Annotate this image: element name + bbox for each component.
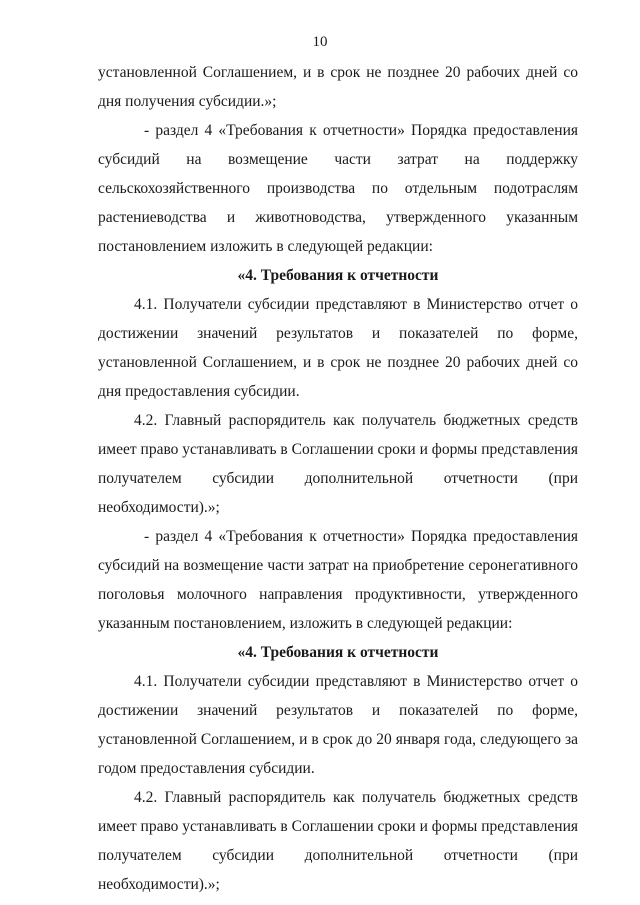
paragraph-4-2-first: 4.2. Главный распорядитель как получатель бюджетных средств имеет право устанавливать в Соглашении сроки и формы представления получателем субсидии дополнительной отчетности (при необходимости).»; <box>98 412 578 516</box>
section-heading-2: «4. Требования к отчетности <box>237 644 439 661</box>
paragraph-4-1-second: 4.1. Получатели субсидии представляют в Министерство отчет о достижении значений результатов и показателей по форме, установленной Соглашением, и в срок до 20 января года, следующего за годом предоставления субсидии. <box>98 673 578 777</box>
paragraph-amendment-2: - раздел 4 «Требования к отчетности» Порядка предоставления субсидий на возмещение части затрат на приобретение серонегативного поголовья молочного направления продуктивности, утвержденного указанным постановлением, изложить в следующей редакции: <box>98 528 578 632</box>
section-heading-1: «4. Требования к отчетности <box>237 267 439 284</box>
paragraph-4-1-first: 4.1. Получатели субсидии представляют в Министерство отчет о достижении значений результатов и показателей по форме, установленной Соглашением, и в срок не позднее 20 рабочих дней со дня предоставления субсидии. <box>98 296 578 400</box>
paragraph-continuation: установленной Соглашением, и в срок не позднее 20 рабочих дней со дня получения субсидии.»; <box>98 64 578 110</box>
document-body <box>98 58 578 899</box>
page-number: 10 <box>312 34 328 50</box>
paragraph-4-2-second: 4.2. Главный распорядитель как получатель бюджетных средств имеет право устанавливать в Соглашении сроки и формы представления получателем субсидии дополнительной отчетности (при необходимости).»; <box>98 789 578 893</box>
paragraph-amendment-1: - раздел 4 «Требования к отчетности» Порядка предоставления субсидий на возмещение части затрат на поддержку сельскохозяйственного производства по отдельным подотраслям растениеводства и животноводства, утвержденного указанным постановлением изложить в следующей редакции: <box>98 122 578 255</box>
